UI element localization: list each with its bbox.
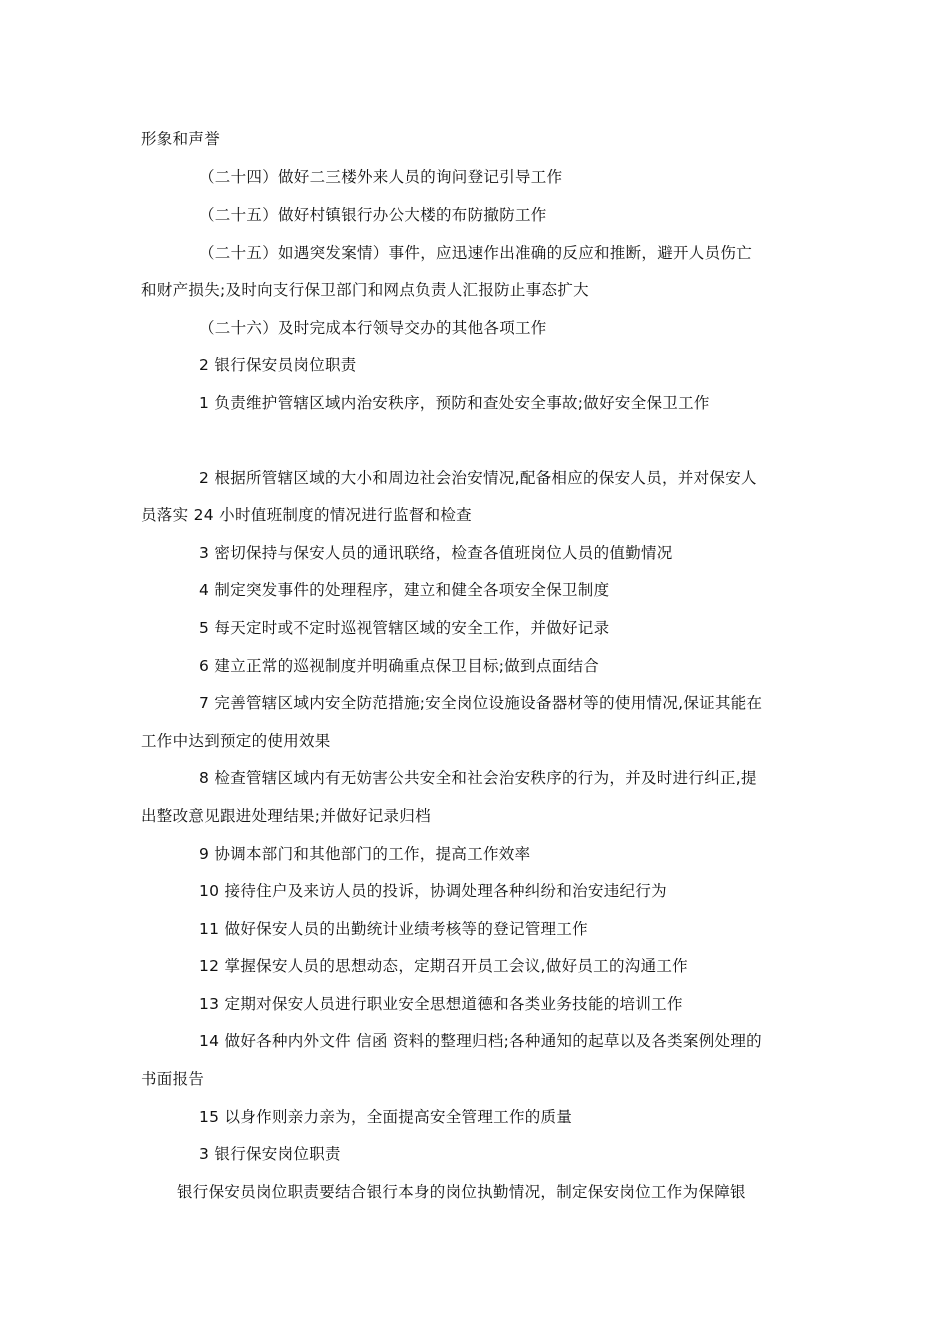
- text-line-duty-6: 6 建立正常的巡视制度并明确重点保卫目标;做到点面结合: [199, 657, 600, 675]
- text-line-duty-3: 3 密切保持与保安人员的通讯联络，检查各值班岗位人员的值勤情况: [199, 544, 673, 562]
- text-line-item-25b-cont: 和财产损失;及时向支行保卫部门和网点负责人汇报防止事态扩大: [141, 281, 589, 299]
- text-line-duty-2-cont: 员落实 24 小时值班制度的情况进行监督和检查: [141, 506, 472, 524]
- text-line-duty-11: 11 做好保安人员的出勤统计业绩考核等的登记管理工作: [199, 920, 588, 938]
- text-line-paragraph: 银行保安员岗位职责要结合银行本身的岗位执勤情况，制定保安岗位工作为保障银: [177, 1183, 746, 1201]
- text-line-duty-1: 1 负责维护管辖区域内治安秩序，预防和查处安全事故;做好安全保卫工作: [199, 394, 710, 412]
- text-line-duty-15: 15 以身作则亲力亲为，全面提高安全管理工作的质量: [199, 1108, 573, 1126]
- text-line-continuation: 形象和声誉: [141, 130, 221, 148]
- text-line-duty-9: 9 协调本部门和其他部门的工作，提高工作效率: [199, 845, 531, 863]
- text-line-duty-14-cont: 书面报告: [141, 1070, 205, 1088]
- text-line-duty-5: 5 每天定时或不定时巡视管辖区域的安全工作，并做好记录: [199, 619, 610, 637]
- text-line-duty-7-cont: 工作中达到预定的使用效果: [141, 732, 331, 750]
- text-line-duty-2: 2 根据所管辖区域的大小和周边社会治安情况,配备相应的保安人员，并对保安人: [199, 469, 757, 487]
- text-line-item-25b: （二十五）如遇突发案情）事件，应迅速作出准确的反应和推断，避开人员伤亡: [199, 244, 753, 262]
- text-line-duty-7: 7 完善管辖区域内安全防范措施;安全岗位设施设备器材等的使用情况,保证其能在: [199, 694, 763, 712]
- text-line-duty-4: 4 制定突发事件的处理程序，建立和健全各项安全保卫制度: [199, 581, 610, 599]
- section-heading-2: 2 银行保安员岗位职责: [199, 356, 357, 374]
- text-line-duty-13: 13 定期对保安人员进行职业安全思想道德和各类业务技能的培训工作: [199, 995, 683, 1013]
- text-line-duty-14: 14 做好各种内外文件 信函 资料的整理归档;各种通知的起草以及各类案例处理的: [199, 1032, 762, 1050]
- text-line-item-25a: （二十五）做好村镇银行办公大楼的布防撤防工作: [199, 206, 547, 224]
- text-line-item-24: （二十四）做好二三楼外来人员的询问登记引导工作: [199, 168, 563, 186]
- text-line-duty-10: 10 接待住户及来访人员的投诉，协调处理各种纠纷和治安违纪行为: [199, 882, 667, 900]
- text-line-duty-12: 12 掌握保安人员的思想动态，定期召开员工会议,做好员工的沟通工作: [199, 957, 688, 975]
- text-line-item-26: （二十六）及时完成本行领导交办的其他各项工作: [199, 319, 547, 337]
- text-line-duty-8-cont: 出整改意见跟进处理结果;并做好记录归档: [141, 807, 431, 825]
- section-heading-3: 3 银行保安岗位职责: [199, 1145, 341, 1163]
- text-line-duty-8: 8 检查管辖区域内有无妨害公共安全和社会治安秩序的行为，并及时进行纠正,提: [199, 769, 757, 787]
